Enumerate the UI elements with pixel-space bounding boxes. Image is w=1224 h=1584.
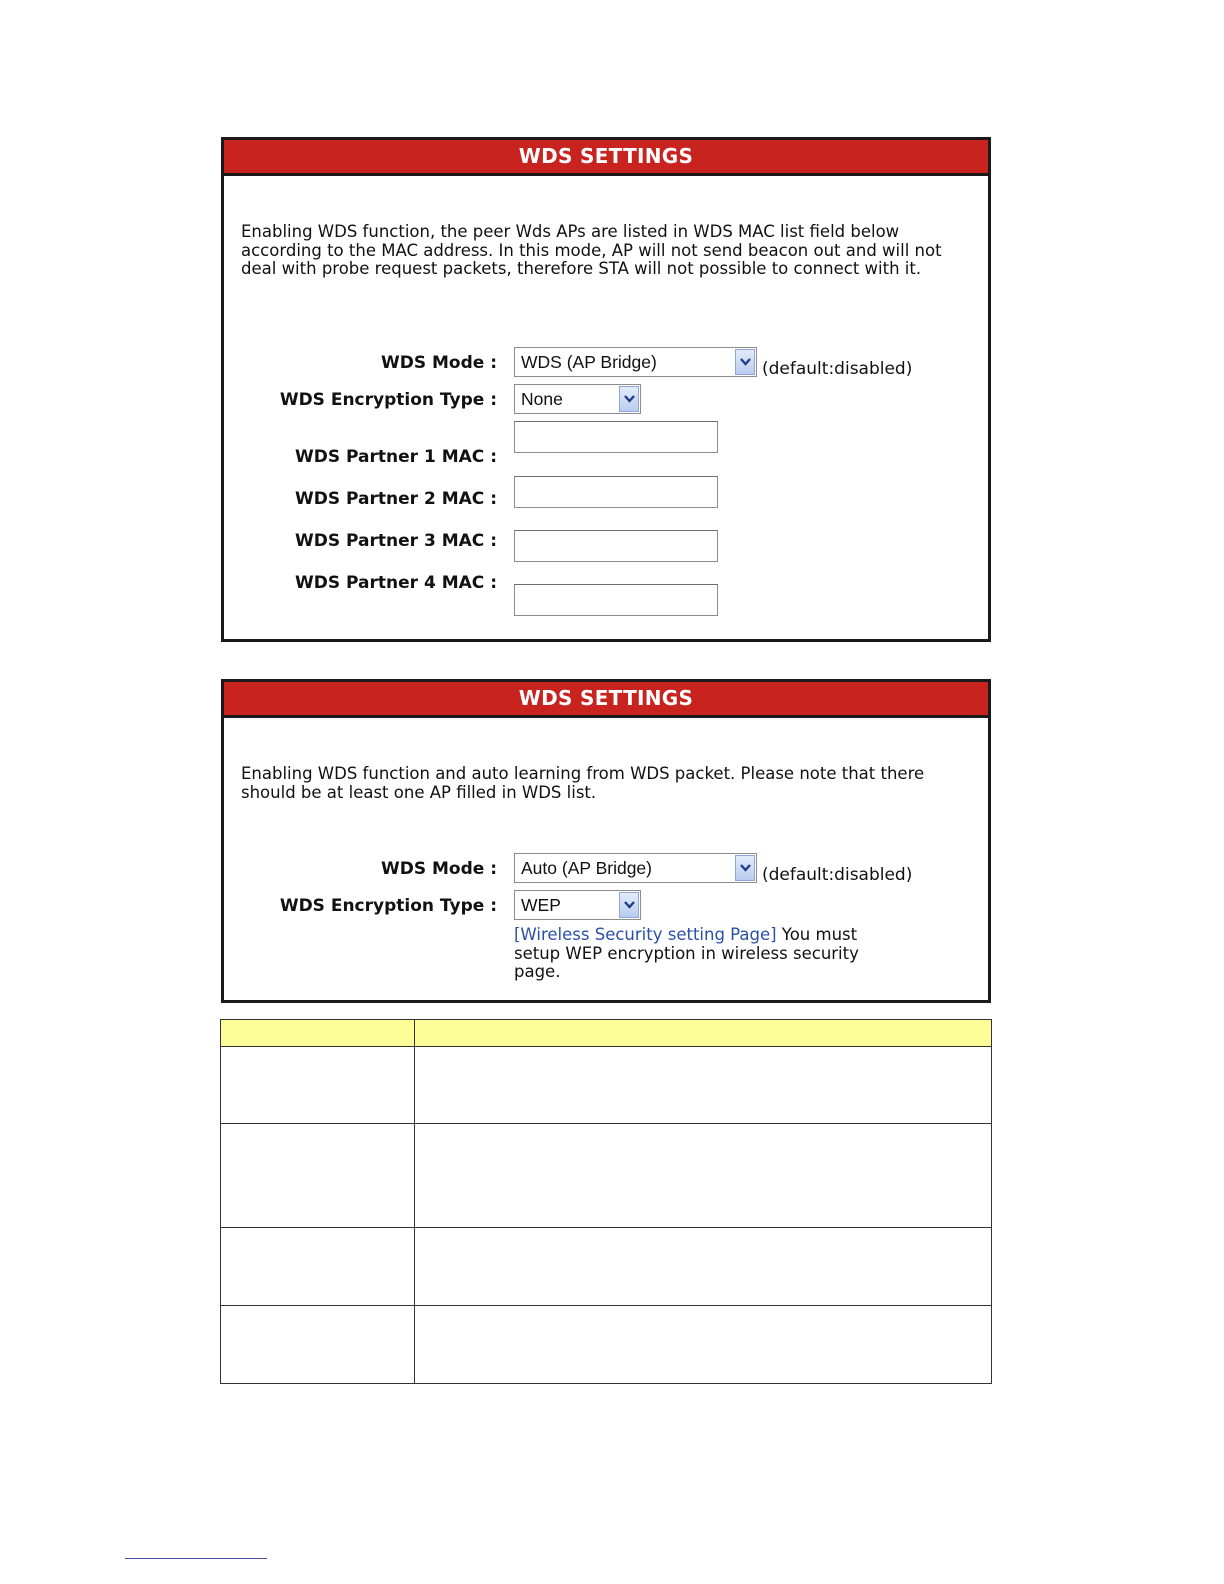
wds-mode-value: Auto (AP Bridge): [521, 858, 652, 878]
wds-mode-default-note: (default:disabled): [762, 359, 913, 379]
chevron-down-icon[interactable]: [619, 892, 639, 918]
wds-partner-3-mac-input[interactable]: [514, 530, 718, 562]
parameter-table: [220, 1019, 992, 1384]
table-row: [221, 1228, 992, 1306]
panel-description: Enabling WDS function, the peer Wds APs are listed in WDS MAC list field below according to the MAC address. In this mode, AP will not send beacon out and will not deal with probe request packets, therefore STA will not possible to connect with it.: [241, 222, 942, 278]
wds-partner-4-mac-input[interactable]: [514, 584, 718, 616]
wep-setup-note-text: You must setup WEP encryption in wireless security page.: [514, 925, 859, 981]
wds-settings-panel-manual: [221, 137, 991, 642]
wds-mode-select[interactable]: [514, 347, 757, 377]
wep-setup-note: [514, 926, 904, 982]
table-cell: [221, 1306, 415, 1384]
wds-encryption-type-value: None: [521, 389, 563, 409]
table-cell: [221, 1047, 415, 1124]
panel-header: WDS SETTINGS: [224, 682, 988, 718]
table-header-row: [221, 1020, 992, 1047]
wds-partner-4-mac-label: WDS Partner 4 MAC :: [295, 573, 497, 593]
chevron-down-icon[interactable]: [735, 349, 755, 375]
wds-partner-3-mac-label: WDS Partner 3 MAC :: [295, 531, 497, 551]
table-cell: [415, 1124, 992, 1228]
table-row: [221, 1306, 992, 1384]
wds-encryption-type-select[interactable]: [514, 384, 641, 414]
table-header-cell: [415, 1020, 992, 1047]
wds-encryption-type-label: WDS Encryption Type :: [279, 390, 497, 410]
wds-mode-label: WDS Mode :: [380, 859, 497, 879]
panel-header: WDS SETTINGS: [224, 140, 988, 176]
table-cell: [221, 1228, 415, 1306]
table-row: [221, 1047, 992, 1124]
table-header-cell: [221, 1020, 415, 1047]
wds-mode-select[interactable]: [514, 853, 757, 883]
wds-partner-1-mac-label: WDS Partner 1 MAC :: [295, 447, 497, 467]
wds-encryption-type-value: WEP: [521, 895, 561, 915]
footnote-separator: [125, 1558, 267, 1559]
chevron-down-icon[interactable]: [735, 855, 755, 881]
wireless-security-page-link[interactable]: [Wireless Security setting Page]: [514, 925, 777, 944]
table-cell: [221, 1124, 415, 1228]
wds-partner-2-mac-input[interactable]: [514, 476, 718, 508]
wds-partner-2-mac-label: WDS Partner 2 MAC :: [295, 489, 497, 509]
chevron-down-icon[interactable]: [619, 386, 639, 412]
table-cell: [415, 1306, 992, 1384]
wds-encryption-type-label: WDS Encryption Type :: [279, 896, 497, 916]
wds-mode-default-note: (default:disabled): [762, 865, 913, 885]
wds-mode-value: WDS (AP Bridge): [521, 352, 657, 372]
wds-settings-panel-auto: [221, 679, 991, 1003]
wds-partner-1-mac-input[interactable]: [514, 421, 718, 453]
table-cell: [415, 1047, 992, 1124]
wds-encryption-type-select[interactable]: [514, 890, 641, 920]
wds-mode-label: WDS Mode :: [380, 353, 497, 373]
table-row: [221, 1124, 992, 1228]
table-cell: [415, 1228, 992, 1306]
panel-description: Enabling WDS function and auto learning from WDS packet. Please note that there should be at least one AP filled in WDS list.: [241, 764, 925, 802]
